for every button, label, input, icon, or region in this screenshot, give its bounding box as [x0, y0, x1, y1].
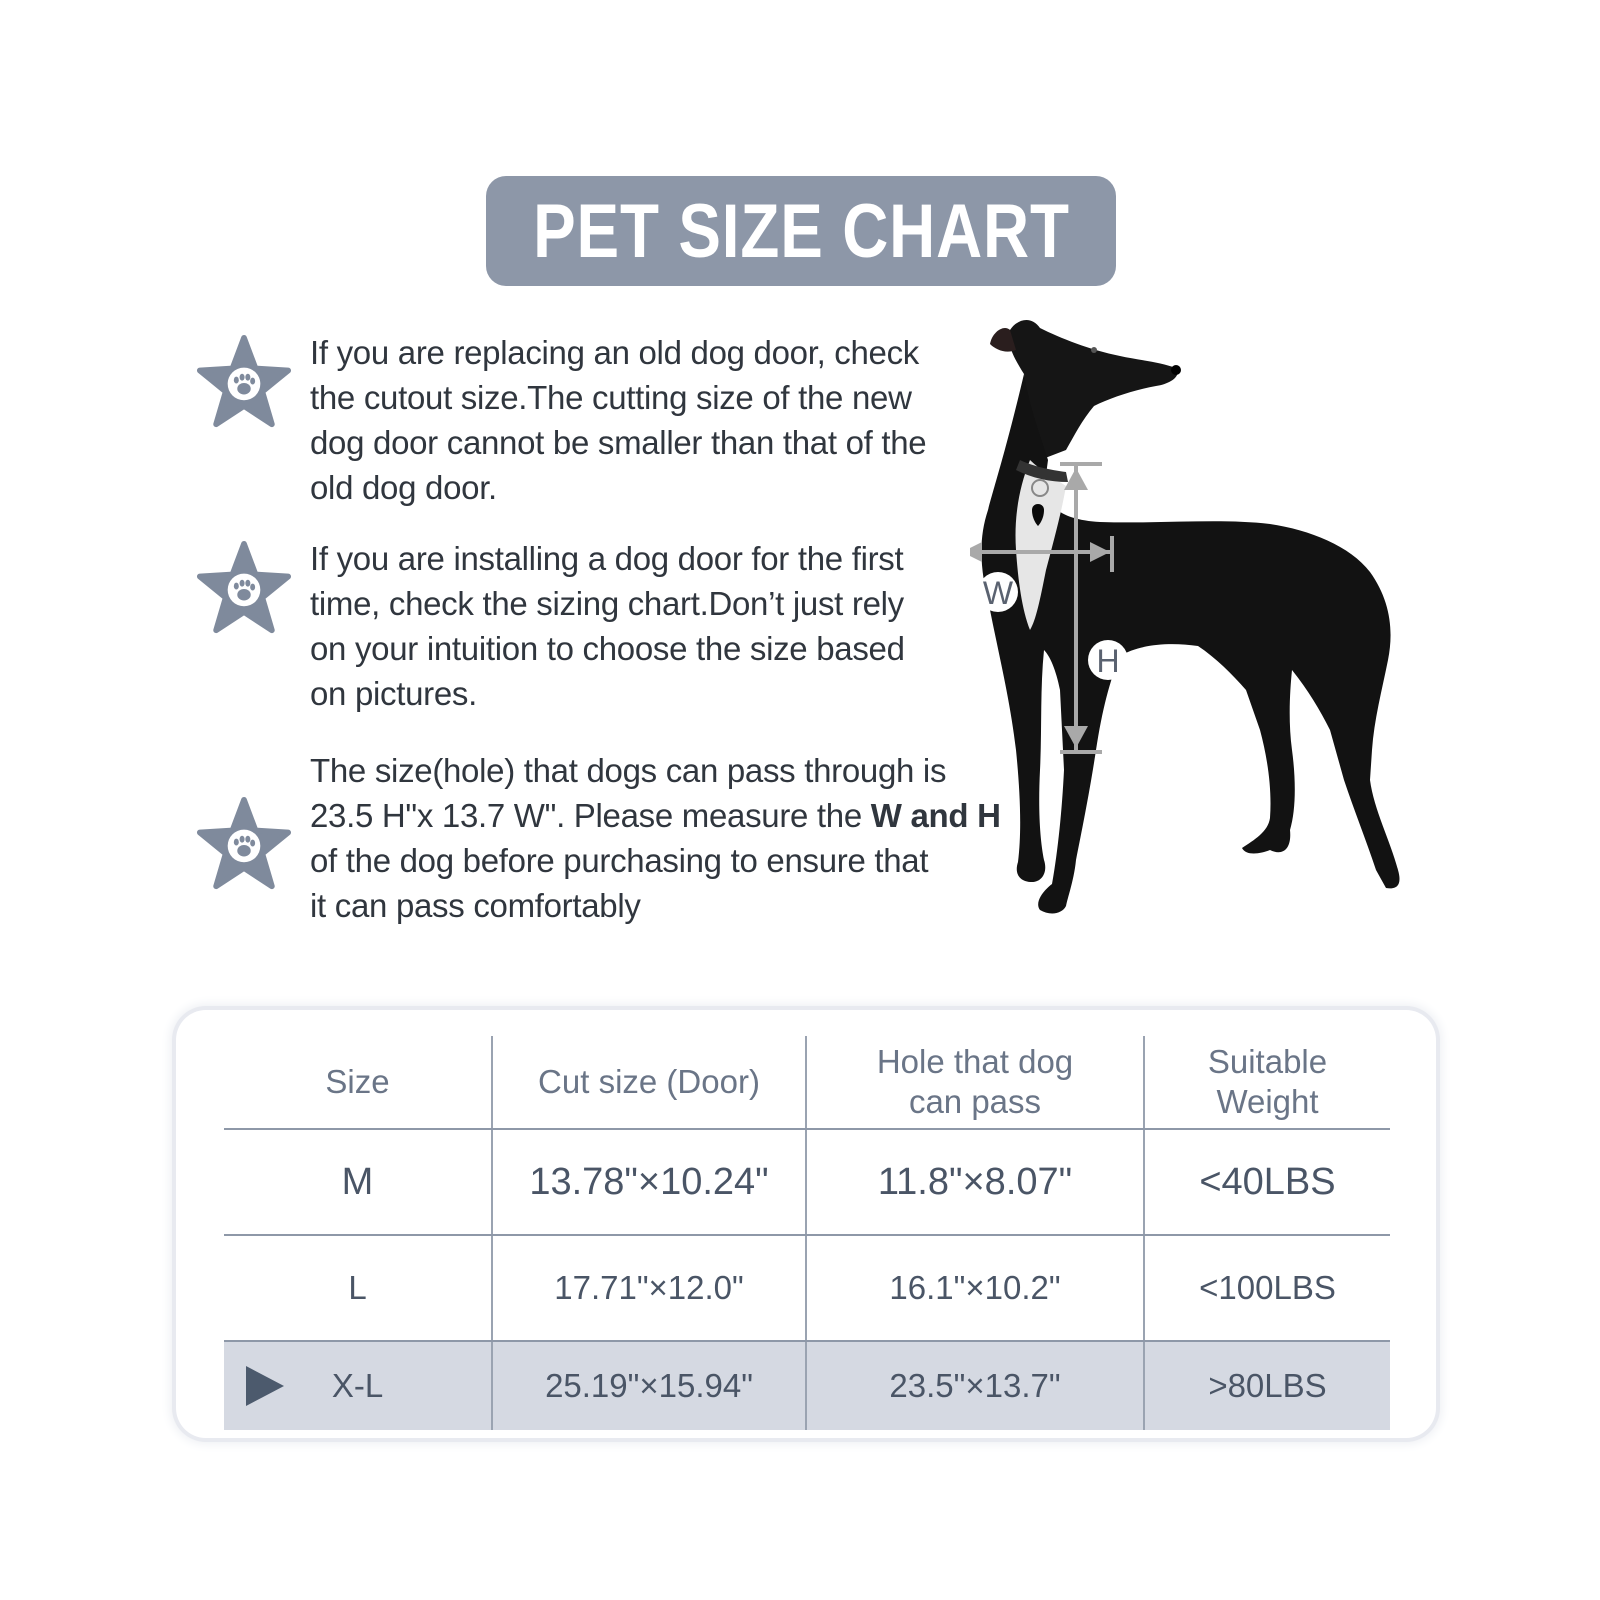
tip-line: the cutout size.The cutting size of the new [310, 379, 912, 416]
table-row [224, 1129, 1390, 1235]
tip-line: If you are installing a dog door for the first [310, 540, 904, 577]
tip-hole-size [310, 748, 1001, 928]
greyhound-illustration [970, 310, 1450, 940]
cell-cut-size: 25.19"×15.94" [492, 1341, 806, 1430]
dog-measurement-figure [970, 310, 1450, 940]
cell-cut-size: 17.71"×12.0" [492, 1235, 806, 1341]
tip-line: on pictures. [310, 675, 477, 712]
size-table [224, 1036, 1390, 1430]
table-row-highlighted [224, 1341, 1390, 1430]
header-line: can pass [908, 1083, 1042, 1120]
cell-size-text: X-L [331, 1367, 384, 1404]
tip-line: time, check the sizing chart.Don’t just rely [310, 585, 904, 622]
table-row [224, 1235, 1390, 1341]
header-line: Hole that dog [876, 1043, 1074, 1080]
height-arrow-top-icon [1064, 468, 1088, 490]
selected-marker-icon [246, 1366, 284, 1406]
tip-line: on your intuition to choose the size based [310, 630, 905, 667]
tip-line: of the dog before purchasing to ensure that [310, 842, 929, 879]
height-label: H [1096, 643, 1120, 679]
header-size [224, 1036, 492, 1129]
tip-line: it can pass comfortably [310, 887, 641, 924]
cell-weight: <100LBS [1144, 1235, 1390, 1341]
paw-star-icon [196, 796, 292, 892]
page-title: PET SIZE CHART [532, 188, 1070, 274]
tip-line: The size(hole) that dogs can pass through is [310, 752, 947, 789]
width-label: W [982, 575, 1014, 611]
tip-line [310, 793, 1001, 838]
cell-hole-size: 11.8"×8.07" [806, 1129, 1144, 1235]
header-line: Weight [1216, 1083, 1319, 1120]
header-hole-size [806, 1036, 1144, 1129]
width-arrow-left-icon [970, 542, 982, 562]
tip-replacing-door [310, 330, 950, 510]
header-line: Cut size (Door) [538, 1063, 760, 1100]
cell-cut-size: 13.78"×10.24" [492, 1129, 806, 1235]
header-cut-size [492, 1036, 806, 1129]
paw-star-icon [196, 334, 292, 430]
table-header-row [224, 1036, 1390, 1129]
cell-size: L [224, 1235, 492, 1341]
title-banner [486, 176, 1116, 286]
cell-hole-size: 23.5"×13.7" [806, 1341, 1144, 1430]
cell-hole-size: 16.1"×10.2" [806, 1235, 1144, 1341]
tip-emphasis: W and H [870, 797, 1001, 834]
tip-text: 23.5 H"x 13.7 W". Please measure the [310, 797, 871, 834]
cell-size: M [224, 1129, 492, 1235]
size-table-card [176, 1010, 1436, 1438]
paw-star-icon [196, 540, 292, 636]
header-line: Suitable [1207, 1043, 1328, 1080]
cell-weight: <40LBS [1144, 1129, 1390, 1235]
header-line: Size [325, 1063, 390, 1100]
header-weight [1144, 1036, 1390, 1129]
cell-weight: >80LBS [1144, 1341, 1390, 1430]
cell-size-highlighted [224, 1341, 492, 1430]
tip-line: old dog door. [310, 469, 497, 506]
tip-line: dog door cannot be smaller than that of the [310, 424, 927, 461]
tip-line: If you are replacing an old dog door, check [310, 334, 920, 371]
tip-first-time [310, 536, 950, 716]
